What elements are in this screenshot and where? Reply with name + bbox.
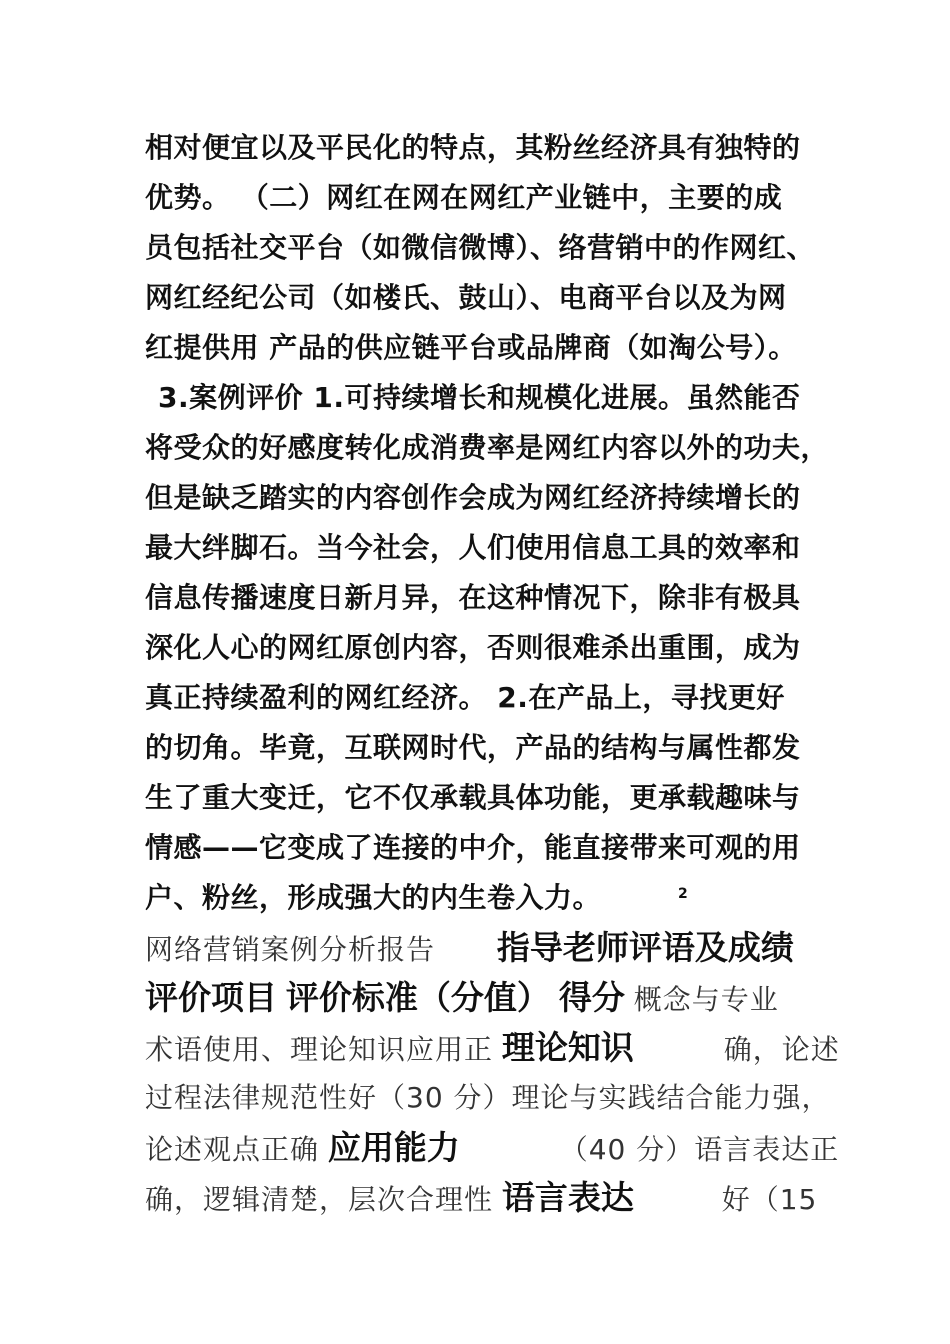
body-line: 生了重大变迁，它不仅承载具体功能，更承载趣味与 (145, 781, 801, 814)
table-row (145, 1130, 839, 1168)
item-theory: 理论知识 (501, 1028, 634, 1067)
table-header-row (145, 980, 779, 1018)
column-standard: 评价标准（分值） (285, 978, 550, 1017)
body-line: 的切角。毕竟，互联网时代，产品的结构与属性都发 (145, 731, 801, 764)
body-line: 但是缺乏踏实的内容创作会成为网红经济持续增长的 (145, 481, 801, 514)
body-line: 员包括社交平台（如微信微博）、络营销中的作网红、 (145, 231, 816, 264)
item-language: 语言表达 (501, 1178, 634, 1217)
body-line: 将受众的好感度转化成消费率是网红内容以外的功夫， (145, 431, 830, 464)
body-line: 深化人心的网红原创内容，否则很难杀出重围，成为 (145, 631, 801, 664)
table-row (145, 1030, 840, 1068)
table-row (145, 1180, 817, 1218)
body-line: 红提供用 产品的供应链平台或品牌商（如淘公号）。 (145, 331, 797, 364)
body-line: 网红经纪公司（如楼氏、鼓山）、电商平台以及为网 (145, 281, 787, 314)
body-line: 情感——它变成了连接的中介，能直接带来可观的用 (145, 831, 801, 864)
body-line: 3.案例评价 1.可持续增长和规模化进展。虽然能否 (158, 381, 801, 414)
criteria-text: 过程法律规范性好（30 分）理论与实践结合能力强， (145, 1081, 831, 1114)
criteria-text: 确，逻辑清楚，层次合理性 (145, 1183, 494, 1216)
body-line: 优势。 （二）网红在网在网红产业链中，主要的成 (145, 181, 783, 214)
criteria-text: 概念与专业 (633, 983, 779, 1016)
criteria-text: 确，论述 (723, 1033, 840, 1066)
section-heading: 指导老师评语及成绩 (496, 928, 794, 967)
body-line: 最大绊脚石。当今社会，人们使用信息工具的效率和 (145, 531, 801, 564)
criteria-text: 论述观点正确 (145, 1133, 320, 1166)
criteria-text: 好（15 (721, 1183, 818, 1216)
page-number: 2 (678, 886, 688, 902)
report-title: 网络营销案例分析报告 (145, 933, 436, 966)
column-score: 得分 (558, 978, 625, 1017)
form-title-row (145, 930, 794, 968)
table-row (145, 1080, 831, 1116)
body-line: 相对便宜以及平民化的特点，其粉丝经济具有独特的 (145, 131, 801, 164)
column-item: 评价项目 (145, 978, 277, 1017)
body-line: 信息传播速度日新月异，在这种情况下，除非有极具 (145, 581, 801, 614)
item-application: 应用能力 (327, 1128, 460, 1167)
criteria-text: 术语使用、理论知识应用正 (145, 1033, 494, 1066)
criteria-text: （40 分）语言表达正 (559, 1133, 840, 1166)
body-line: 户、粉丝，形成强大的内生卷入力。 (145, 881, 602, 914)
body-line: 真正持续盈利的网红经济。 2.在产品上，寻找更好 (145, 681, 785, 714)
